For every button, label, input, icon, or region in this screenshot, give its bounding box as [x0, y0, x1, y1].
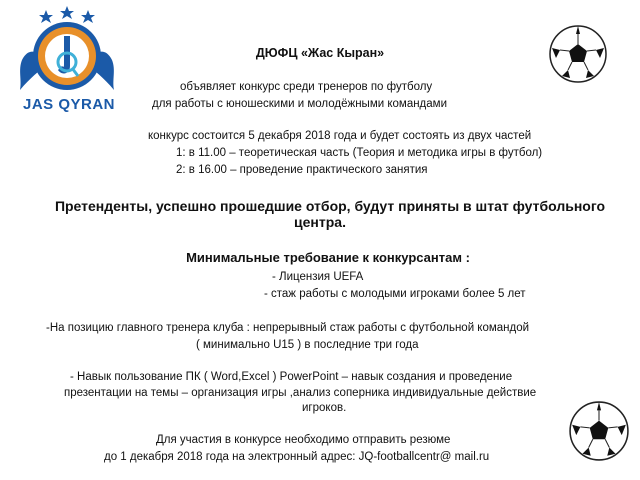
soccer-ball-icon — [568, 400, 630, 462]
requirement-item: презентации на темы – организация игры ,анализ соперника индивидуальные действие — [64, 387, 537, 399]
requirement-item: -На позицию главного тренера клуба : непрерывный стаж работы с футбольной командой — [46, 322, 530, 334]
schedule-part-1: 1: в 11.00 – теоретическая часть (Теория и методика игры в футбол) — [176, 147, 543, 159]
candidates-text: центра. — [294, 214, 346, 230]
requirement-item: - Навык пользование ПК ( Word,Excel ) PowerPoint – навык создания и проведение — [70, 371, 513, 383]
logo-text: JAS QYRAN — [22, 96, 116, 113]
requirement-item: ( минимально U15 ) в последние три года — [196, 339, 419, 351]
schedule-part-2: 2: в 16.00 – проведение практического занятия — [176, 164, 428, 176]
announcement-title: ДЮФЦ «Жас Кыран» — [255, 46, 385, 60]
candidates-text: Претенденты, успешно прошедшие отбор, будут приняты в штат футбольного — [54, 198, 606, 214]
requirement-item: - Лицензия UEFA — [272, 271, 364, 283]
announcement-line: объявляет конкурс среди тренеров по футболу — [180, 81, 433, 93]
requirement-item: игроков. — [302, 402, 347, 414]
schedule-intro: конкурс состоится 5 декабря 2018 года и будет состоять из двух частей — [148, 130, 532, 142]
stars-icon — [39, 6, 95, 23]
application-email: до 1 декабря 2018 года на электронный адрес: JQ-footballcentr@ mail.ru — [104, 451, 490, 463]
requirements-heading: Минимальные требование к конкурсантам : — [186, 250, 470, 265]
announcement-line: для работы с юношескими и молодёжными командами — [152, 98, 447, 110]
requirement-item: - стаж работы с молодыми игроками более 5 лет — [264, 288, 526, 300]
application-info: Для участия в конкурсе необходимо отправить резюме — [156, 434, 451, 446]
